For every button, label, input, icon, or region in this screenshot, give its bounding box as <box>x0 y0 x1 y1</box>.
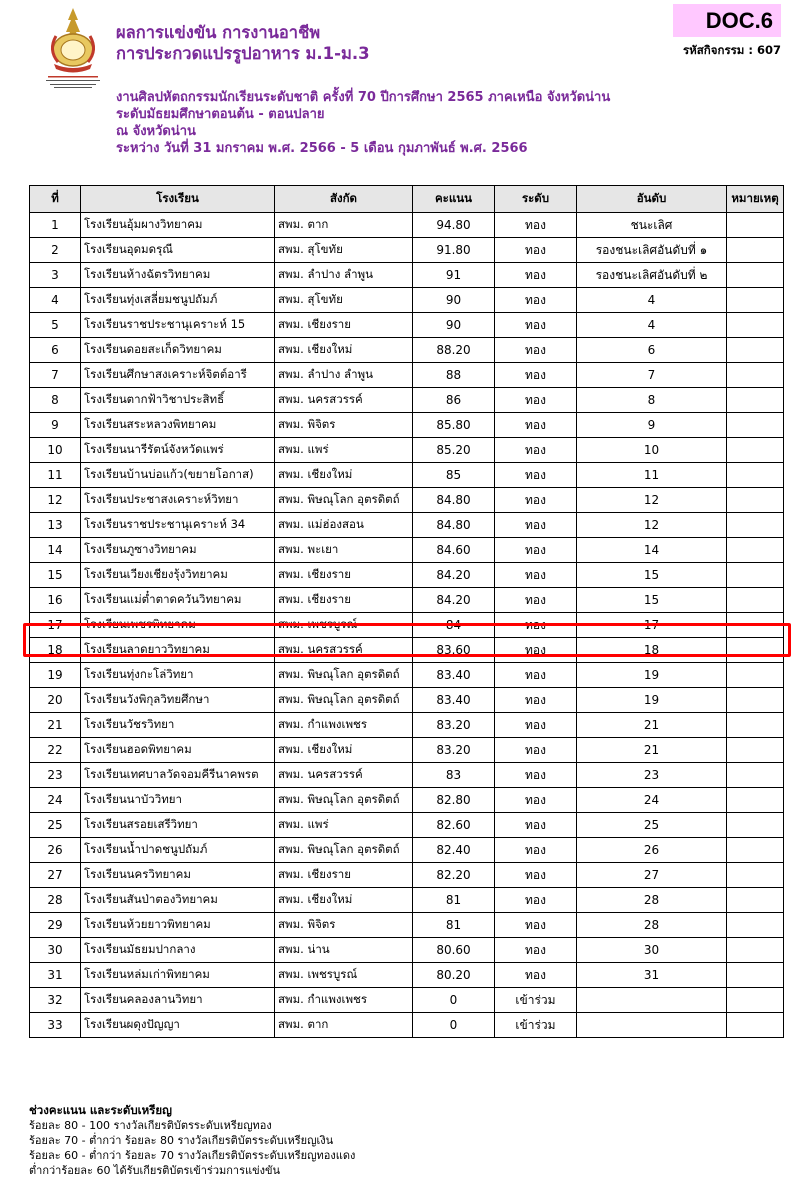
cell-affiliation: สพม. พะเยา <box>275 538 413 563</box>
cell-school: โรงเรียนภูซางวิทยาคม <box>81 538 275 563</box>
cell-remark <box>727 213 784 238</box>
cell-affiliation: สพม. แพร่ <box>275 438 413 463</box>
cell-rank: 4 <box>577 313 727 338</box>
cell-rank: 9 <box>577 413 727 438</box>
cell-score: 88.20 <box>413 338 495 363</box>
cell-affiliation: สพม. กำแพงเพชร <box>275 713 413 738</box>
table-row <box>30 888 784 913</box>
cell-level: ทอง <box>495 313 577 338</box>
cell-rank: รองชนะเลิศอันดับที่ ๒ <box>577 263 727 288</box>
cell-score: 84.20 <box>413 563 495 588</box>
cell-rank: 21 <box>577 738 727 763</box>
cell-score: 83.60 <box>413 638 495 663</box>
cell-school: โรงเรียนศึกษาสงเคราะห์จิตต์อารี <box>81 363 275 388</box>
event-info <box>116 89 610 157</box>
cell-affiliation: สพม. พิจิตร <box>275 413 413 438</box>
cell-no: 3 <box>30 263 81 288</box>
table-row <box>30 213 784 238</box>
cell-affiliation: สพม. แพร่ <box>275 813 413 838</box>
cell-no: 19 <box>30 663 81 688</box>
legend-title: ช่วงคะแนน และระดับเหรียญ <box>29 1103 172 1117</box>
cell-no: 7 <box>30 363 81 388</box>
cell-no: 1 <box>30 213 81 238</box>
cell-affiliation: สพม. เชียงใหม่ <box>275 888 413 913</box>
cell-remark <box>727 663 784 688</box>
cell-level: ทอง <box>495 213 577 238</box>
cell-level: ทอง <box>495 488 577 513</box>
cell-score: 83.20 <box>413 738 495 763</box>
cell-score: 83.40 <box>413 663 495 688</box>
cell-no: 4 <box>30 288 81 313</box>
cell-score: 84.20 <box>413 588 495 613</box>
cell-affiliation: สพม. นครสวรรค์ <box>275 638 413 663</box>
cell-rank: 26 <box>577 838 727 863</box>
cell-affiliation: สพม. ตาก <box>275 1013 413 1038</box>
table-row <box>30 863 784 888</box>
cell-affiliation: สพม. พิษณุโลก อุตรดิตถ์ <box>275 688 413 713</box>
results-table <box>29 185 784 1038</box>
cell-rank: 19 <box>577 688 727 713</box>
cell-score: 82.20 <box>413 863 495 888</box>
cell-affiliation: สพม. ตาก <box>275 213 413 238</box>
cell-level: ทอง <box>495 838 577 863</box>
cell-school: โรงเรียนอุ้มผางวิทยาคม <box>81 213 275 238</box>
cell-affiliation: สพม. เพชรบูรณ์ <box>275 963 413 988</box>
cell-school: โรงเรียนบ้านบ่อแก้ว(ขยายโอกาส) <box>81 463 275 488</box>
table-row <box>30 688 784 713</box>
table-row <box>30 363 784 388</box>
cell-school: โรงเรียนลาดยาววิทยาคม <box>81 638 275 663</box>
cell-rank: 25 <box>577 813 727 838</box>
table-row <box>30 513 784 538</box>
cell-score: 88 <box>413 363 495 388</box>
cell-no: 20 <box>30 688 81 713</box>
cell-remark <box>727 1013 784 1038</box>
cell-school: โรงเรียนหล่มเก่าพิทยาคม <box>81 963 275 988</box>
cell-score: 0 <box>413 1013 495 1038</box>
cell-affiliation: สพม. เพชรบูรณ์ <box>275 613 413 638</box>
cell-score: 80.60 <box>413 938 495 963</box>
cell-score: 84.80 <box>413 513 495 538</box>
cell-rank: 28 <box>577 913 727 938</box>
cell-remark <box>727 788 784 813</box>
cell-rank: 21 <box>577 713 727 738</box>
cell-no: 30 <box>30 938 81 963</box>
cell-school: โรงเรียนอุดมดรุณี <box>81 238 275 263</box>
cell-school: โรงเรียนนารีรัตน์จังหวัดแพร่ <box>81 438 275 463</box>
table-row <box>30 613 784 638</box>
cell-affiliation: สพม. แม่ฮ่องสอน <box>275 513 413 538</box>
cell-no: 22 <box>30 738 81 763</box>
cell-affiliation: สพม. เชียงราย <box>275 863 413 888</box>
cell-level: ทอง <box>495 588 577 613</box>
cell-school: โรงเรียนทุ่งกะโล่วิทยา <box>81 663 275 688</box>
table-row <box>30 1013 784 1038</box>
cell-no: 31 <box>30 963 81 988</box>
cell-level: ทอง <box>495 813 577 838</box>
cell-remark <box>727 563 784 588</box>
table-row <box>30 663 784 688</box>
legend-line-1: ร้อยละ 80 - 100 รางวัลเกียรติบัตรระดับเหรียญทอง <box>29 1119 272 1132</box>
table-row <box>30 413 784 438</box>
cell-rank: 27 <box>577 863 727 888</box>
header-score: คะแนน <box>413 186 495 213</box>
cell-remark <box>727 388 784 413</box>
table-row <box>30 238 784 263</box>
cell-school: โรงเรียนดอยสะเก็ดวิทยาคม <box>81 338 275 363</box>
cell-remark <box>727 438 784 463</box>
cell-no: 23 <box>30 763 81 788</box>
cell-remark <box>727 963 784 988</box>
cell-remark <box>727 813 784 838</box>
cell-no: 10 <box>30 438 81 463</box>
cell-school: โรงเรียนประชาสงเคราะห์วิทยา <box>81 488 275 513</box>
cell-score: 91.80 <box>413 238 495 263</box>
cell-school: โรงเรียนสรอยเสรีวิทยา <box>81 813 275 838</box>
cell-score: 91 <box>413 263 495 288</box>
table-row <box>30 813 784 838</box>
cell-affiliation: สพม. พิจิตร <box>275 913 413 938</box>
cell-affiliation: สพม. เชียงใหม่ <box>275 463 413 488</box>
title-line-2: การประกวดแปรรูปอาหาร ม.1-ม.3 <box>116 44 370 63</box>
cell-school: โรงเรียนนาบัววิทยา <box>81 788 275 813</box>
cell-no: 17 <box>30 613 81 638</box>
cell-affiliation: สพม. นครสวรรค์ <box>275 388 413 413</box>
cell-remark <box>727 688 784 713</box>
table-row <box>30 538 784 563</box>
cell-remark <box>727 638 784 663</box>
cell-level: ทอง <box>495 913 577 938</box>
cell-school: โรงเรียนแม่ต๋ำตาดควันวิทยาคม <box>81 588 275 613</box>
legend-line-3: ร้อยละ 60 - ต่ำกว่า ร้อยละ 70 รางวัลเกียรติบัตรระดับเหรียญทองแดง <box>29 1149 356 1162</box>
cell-remark <box>727 763 784 788</box>
cell-remark <box>727 463 784 488</box>
table-row <box>30 938 784 963</box>
cell-remark <box>727 263 784 288</box>
cell-remark <box>727 713 784 738</box>
header-level: ระดับ <box>495 186 577 213</box>
cell-remark <box>727 913 784 938</box>
cell-school: โรงเรียนตากฟ้าวิชาประสิทธิ์ <box>81 388 275 413</box>
cell-no: 18 <box>30 638 81 663</box>
cell-school: โรงเรียนน้ำปาดชนูปถัมภ์ <box>81 838 275 863</box>
cell-level: ทอง <box>495 738 577 763</box>
table-row <box>30 288 784 313</box>
table-header-row <box>30 186 784 213</box>
cell-affiliation: สพม. น่าน <box>275 938 413 963</box>
cell-affiliation: สพม. เชียงราย <box>275 313 413 338</box>
cell-remark <box>727 938 784 963</box>
cell-score: 86 <box>413 388 495 413</box>
cell-remark <box>727 338 784 363</box>
cell-level: ทอง <box>495 638 577 663</box>
cell-remark <box>727 613 784 638</box>
table-row <box>30 588 784 613</box>
cell-rank <box>577 988 727 1013</box>
cell-no: 33 <box>30 1013 81 1038</box>
table-row <box>30 763 784 788</box>
cell-level: ทอง <box>495 438 577 463</box>
cell-level: ทอง <box>495 413 577 438</box>
event-line-4: ระหว่าง วันที่ 31 มกราคม พ.ศ. 2566 - 5 เดือน กุมภาพันธ์ พ.ศ. 2566 <box>116 141 528 156</box>
cell-remark <box>727 838 784 863</box>
cell-affiliation: สพม. สุโขทัย <box>275 238 413 263</box>
table-row <box>30 338 784 363</box>
cell-score: 81 <box>413 913 495 938</box>
cell-level: ทอง <box>495 388 577 413</box>
header-affiliation: สังกัด <box>275 186 413 213</box>
cell-affiliation: สพม. พิษณุโลก อุตรดิตถ์ <box>275 838 413 863</box>
table-row <box>30 738 784 763</box>
cell-remark <box>727 588 784 613</box>
cell-rank: 24 <box>577 788 727 813</box>
cell-remark <box>727 238 784 263</box>
cell-remark <box>727 863 784 888</box>
cell-school: โรงเรียนเพชรพิทยาคม <box>81 613 275 638</box>
cell-score: 81 <box>413 888 495 913</box>
table-row <box>30 838 784 863</box>
title-line-1: ผลการแข่งขัน การงานอาชีพ <box>116 23 321 42</box>
cell-school: โรงเรียนเทศบาลวัดจอมคีรีนาคพรต <box>81 763 275 788</box>
cell-remark <box>727 363 784 388</box>
cell-remark <box>727 488 784 513</box>
cell-remark <box>727 988 784 1013</box>
cell-no: 2 <box>30 238 81 263</box>
cell-level: ทอง <box>495 688 577 713</box>
cell-rank: 15 <box>577 563 727 588</box>
cell-school: โรงเรียนทุ่งเสลี่ยมชนูปถัมภ์ <box>81 288 275 313</box>
cell-affiliation: สพม. พิษณุโลก อุตรดิตถ์ <box>275 663 413 688</box>
cell-no: 29 <box>30 913 81 938</box>
cell-school: โรงเรียนห้วยยาวพิทยาคม <box>81 913 275 938</box>
cell-level: ทอง <box>495 238 577 263</box>
cell-score: 85.80 <box>413 413 495 438</box>
cell-level: ทอง <box>495 963 577 988</box>
cell-level: ทอง <box>495 263 577 288</box>
cell-remark <box>727 313 784 338</box>
cell-level: ทอง <box>495 463 577 488</box>
cell-level: ทอง <box>495 538 577 563</box>
cell-rank: 7 <box>577 363 727 388</box>
cell-affiliation: สพม. ลำปาง ลำพูน <box>275 363 413 388</box>
cell-no: 11 <box>30 463 81 488</box>
doc-code-badge: DOC.6 <box>673 4 781 37</box>
cell-rank: 10 <box>577 438 727 463</box>
cell-score: 83 <box>413 763 495 788</box>
table-row <box>30 388 784 413</box>
cell-remark <box>727 413 784 438</box>
cell-affiliation: สพม. กำแพงเพชร <box>275 988 413 1013</box>
table-row <box>30 963 784 988</box>
cell-school: โรงเรียนราชประชานุเคราะห์ 15 <box>81 313 275 338</box>
table-row <box>30 788 784 813</box>
header-rank: อันดับ <box>577 186 727 213</box>
cell-school: โรงเรียนวัชรวิทยา <box>81 713 275 738</box>
cell-score: 82.60 <box>413 813 495 838</box>
table-row <box>30 438 784 463</box>
cell-level: ทอง <box>495 863 577 888</box>
cell-remark <box>727 288 784 313</box>
cell-level: ทอง <box>495 288 577 313</box>
cell-score: 82.80 <box>413 788 495 813</box>
table-row <box>30 638 784 663</box>
event-line-1: งานศิลปหัตถกรรมนักเรียนระดับชาติ ครั้งที่ 70 ปีการศึกษา 2565 ภาคเหนือ จังหวัดน่าน <box>116 90 611 105</box>
header-school: โรงเรียน <box>81 186 275 213</box>
cell-no: 6 <box>30 338 81 363</box>
cell-affiliation: สพม. นครสวรรค์ <box>275 763 413 788</box>
cell-no: 14 <box>30 538 81 563</box>
cell-school: โรงเรียนมัธยมปากลาง <box>81 938 275 963</box>
cell-level: เข้าร่วม <box>495 1013 577 1038</box>
cell-rank: 12 <box>577 488 727 513</box>
cell-school: โรงเรียนห้างฉัตรวิทยาคม <box>81 263 275 288</box>
cell-rank: 6 <box>577 338 727 363</box>
cell-score: 94.80 <box>413 213 495 238</box>
cell-no: 26 <box>30 838 81 863</box>
cell-rank: 31 <box>577 963 727 988</box>
cell-score: 90 <box>413 288 495 313</box>
cell-score: 84.60 <box>413 538 495 563</box>
cell-level: ทอง <box>495 663 577 688</box>
cell-school: โรงเรียนผดุงปัญญา <box>81 1013 275 1038</box>
cell-rank: รองชนะเลิศอันดับที่ ๑ <box>577 238 727 263</box>
cell-score: 82.40 <box>413 838 495 863</box>
cell-rank: ชนะเลิศ <box>577 213 727 238</box>
cell-remark <box>727 738 784 763</box>
cell-score: 85 <box>413 463 495 488</box>
cell-no: 16 <box>30 588 81 613</box>
cell-rank: 23 <box>577 763 727 788</box>
legend-line-4: ต่ำกว่าร้อยละ 60 ได้รับเกียรติบัตรเข้าร่วมการแข่งขัน <box>29 1164 281 1177</box>
table-row <box>30 913 784 938</box>
cell-score: 83.40 <box>413 688 495 713</box>
cell-level: ทอง <box>495 363 577 388</box>
cell-remark <box>727 513 784 538</box>
table-row <box>30 988 784 1013</box>
header-no: ที่ <box>30 186 81 213</box>
cell-no: 5 <box>30 313 81 338</box>
cell-school: โรงเรียนเวียงเชียงรุ้งวิทยาคม <box>81 563 275 588</box>
score-legend <box>29 1103 355 1178</box>
cell-level: ทอง <box>495 888 577 913</box>
cell-no: 25 <box>30 813 81 838</box>
cell-affiliation: สพม. สุโขทัย <box>275 288 413 313</box>
cell-rank: 8 <box>577 388 727 413</box>
cell-school: โรงเรียนคลองลานวิทยา <box>81 988 275 1013</box>
cell-school: โรงเรียนสันป่าตองวิทยาคม <box>81 888 275 913</box>
cell-affiliation: สพม. เชียงใหม่ <box>275 338 413 363</box>
cell-rank: 4 <box>577 288 727 313</box>
royal-emblem-logo <box>42 6 104 90</box>
cell-rank: 19 <box>577 663 727 688</box>
cell-no: 27 <box>30 863 81 888</box>
table-body <box>30 213 784 1038</box>
cell-level: ทอง <box>495 763 577 788</box>
cell-affiliation: สพม. เชียงราย <box>275 563 413 588</box>
cell-level: ทอง <box>495 338 577 363</box>
cell-score: 84 <box>413 613 495 638</box>
cell-rank: 17 <box>577 613 727 638</box>
table-row <box>30 488 784 513</box>
cell-score: 0 <box>413 988 495 1013</box>
cell-score: 85.20 <box>413 438 495 463</box>
cell-no: 32 <box>30 988 81 1013</box>
cell-school: โรงเรียนนครวิทยาคม <box>81 863 275 888</box>
cell-rank: 11 <box>577 463 727 488</box>
cell-level: ทอง <box>495 938 577 963</box>
cell-no: 13 <box>30 513 81 538</box>
cell-level: ทอง <box>495 788 577 813</box>
event-line-3: ณ จังหวัดน่าน <box>116 124 196 139</box>
cell-score: 90 <box>413 313 495 338</box>
cell-no: 28 <box>30 888 81 913</box>
cell-score: 80.20 <box>413 963 495 988</box>
cell-affiliation: สพม. เชียงราย <box>275 588 413 613</box>
cell-remark <box>727 888 784 913</box>
cell-rank: 28 <box>577 888 727 913</box>
cell-no: 9 <box>30 413 81 438</box>
table-row <box>30 713 784 738</box>
cell-rank: 15 <box>577 588 727 613</box>
cell-rank <box>577 1013 727 1038</box>
cell-no: 8 <box>30 388 81 413</box>
cell-score: 83.20 <box>413 713 495 738</box>
cell-level: ทอง <box>495 563 577 588</box>
cell-school: โรงเรียนราชประชานุเคราะห์ 34 <box>81 513 275 538</box>
cell-school: โรงเรียนสระหลวงพิทยาคม <box>81 413 275 438</box>
cell-school: โรงเรียนวังพิกุลวิทยศึกษา <box>81 688 275 713</box>
cell-level: ทอง <box>495 713 577 738</box>
cell-no: 12 <box>30 488 81 513</box>
cell-no: 24 <box>30 788 81 813</box>
cell-score: 84.80 <box>413 488 495 513</box>
cell-no: 15 <box>30 563 81 588</box>
cell-school: โรงเรียนฮอดพิทยาคม <box>81 738 275 763</box>
table-row <box>30 313 784 338</box>
legend-line-2: ร้อยละ 70 - ต่ำกว่า ร้อยละ 80 รางวัลเกียรติบัตรระดับเหรียญเงิน <box>29 1134 334 1147</box>
cell-level: ทอง <box>495 513 577 538</box>
cell-level: ทอง <box>495 613 577 638</box>
cell-rank: 18 <box>577 638 727 663</box>
table-row <box>30 463 784 488</box>
cell-affiliation: สพม. เชียงใหม่ <box>275 738 413 763</box>
cell-level: เข้าร่วม <box>495 988 577 1013</box>
cell-rank: 12 <box>577 513 727 538</box>
cell-no: 21 <box>30 713 81 738</box>
table-row <box>30 563 784 588</box>
activity-code: รหัสกิจกรรม : 607 <box>683 43 781 57</box>
page-title <box>116 22 370 64</box>
cell-remark <box>727 538 784 563</box>
cell-affiliation: สพม. พิษณุโลก อุตรดิตถ์ <box>275 488 413 513</box>
cell-affiliation: สพม. พิษณุโลก อุตรดิตถ์ <box>275 788 413 813</box>
cell-rank: 14 <box>577 538 727 563</box>
cell-affiliation: สพม. ลำปาง ลำพูน <box>275 263 413 288</box>
cell-rank: 30 <box>577 938 727 963</box>
event-line-2: ระดับมัธยมศึกษาตอนต้น - ตอนปลาย <box>116 107 325 122</box>
header-remark: หมายเหตุ <box>727 186 784 213</box>
table-row <box>30 263 784 288</box>
